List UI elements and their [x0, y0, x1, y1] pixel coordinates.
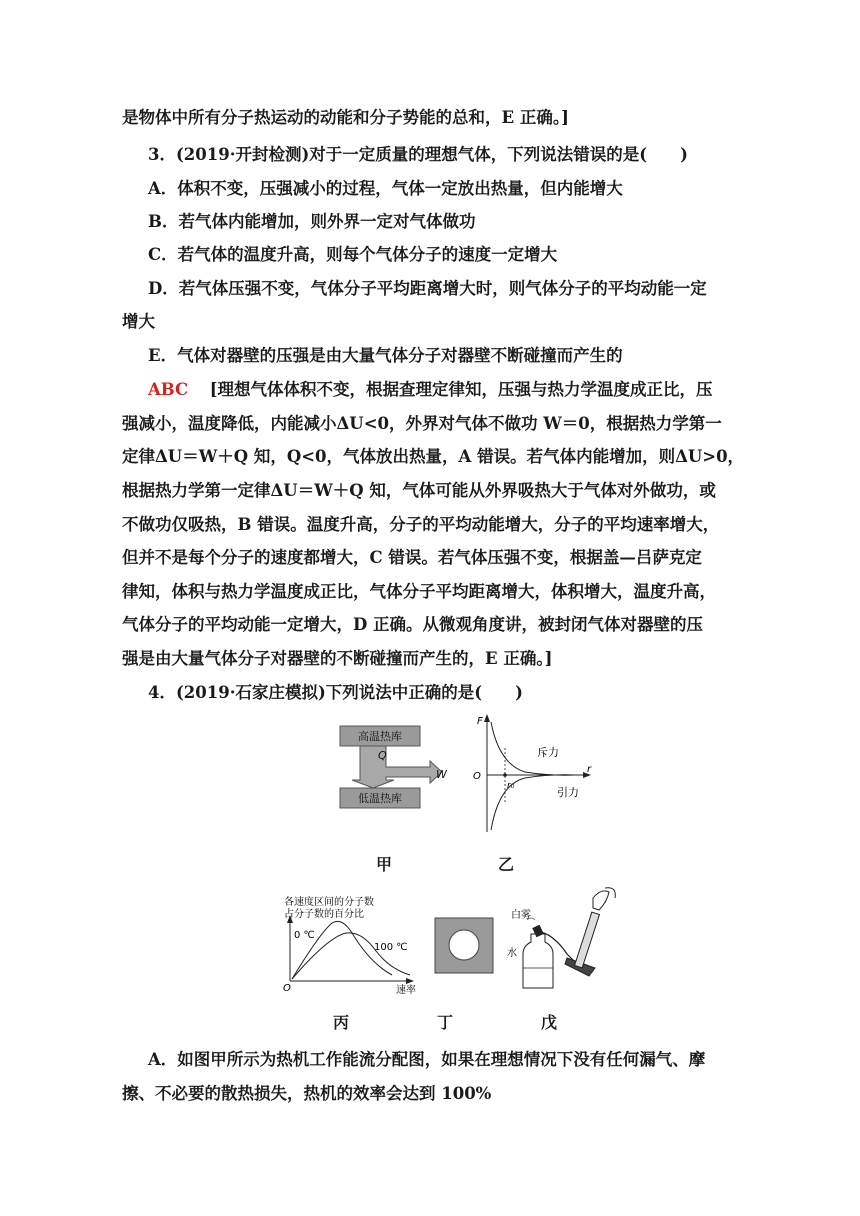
- question-4-option-a: A．如图甲所示为热机工作能流分配图，如果在理想情况下没有任何漏气、摩: [148, 1050, 706, 1069]
- solution-line: 不做功仅吸热，B 错误。温度升高，分子的平均动能增大，分子的平均速率增大，: [122, 515, 720, 534]
- axis-r-label: r: [587, 764, 592, 775]
- solution-line: 强减小，温度降低，内能减小ΔU<0，外界对气体不做功 W＝0，根据热力学第一: [122, 414, 722, 433]
- axis-f-label: F: [477, 716, 483, 727]
- temp-100-label: 100 ℃: [374, 942, 408, 953]
- text-line: 是物体中所有分子热运动的动能和分子势能的总和，E 正确。]: [122, 108, 569, 127]
- solution-line: 气体分子的平均动能一定增大，D 正确。从微观角度讲，被封闭气体对器壁的压: [122, 615, 704, 634]
- r0-label: r₀: [507, 781, 515, 791]
- solution-line: 定律ΔU＝W＋Q 知，Q<0，气体放出热量，A 错误。若气体内能增加，则ΔU>0，: [122, 447, 745, 466]
- x-axis-label: 速率: [396, 985, 416, 996]
- option-a: A．体积不变，压强减小的过程，气体一定放出热量，但内能增大: [148, 179, 623, 198]
- answer-label: ABC: [148, 380, 189, 399]
- solution-line: 强是由大量气体分子对器壁的不断碰撞而产生的，E 正确。]: [122, 649, 553, 668]
- temp-0-label: 0 ℃: [294, 930, 315, 941]
- caption-ding: 丁: [437, 1013, 454, 1032]
- caption-bing: 丙: [333, 1013, 350, 1032]
- caption-wu: 戊: [541, 1013, 558, 1032]
- solution-line: 根据热力学第一定律ΔU＝W＋Q 知，气体可能从外界吸热大于气体对外做功，或: [122, 481, 716, 500]
- attraction-label: 引力: [557, 786, 579, 799]
- question-3-stem: 3．(2019·开封检测)对于一定质量的理想气体，下列说法错误的是( ): [148, 145, 688, 164]
- option-d: D．若气体压强不变，气体分子平均距离增大时，则气体分子的平均动能一定: [148, 279, 707, 298]
- origin-label: O: [283, 983, 291, 994]
- hot-reservoir-label: 高温热库: [358, 730, 402, 743]
- option-c: C．若气体的温度升高，则每个气体分子的速度一定增大: [148, 245, 558, 264]
- solution-line: [理想气体体积不变，根据查理定律知，压强与热力学温度成正比，压: [209, 380, 713, 399]
- water-label: 水: [507, 948, 517, 959]
- fog-label: 白雾: [511, 910, 531, 921]
- y-title-line2: 占分子数的百分比: [284, 909, 364, 920]
- question-4-option-a-cont: 擦、不必要的散热损失，热机的效率会达到 100%: [122, 1084, 492, 1103]
- cold-reservoir-label: 低温热库: [358, 792, 402, 805]
- caption-jia: 甲: [376, 855, 393, 874]
- figure-yi-molecular-force: [465, 712, 595, 837]
- origin-label: O: [473, 771, 481, 782]
- work-w-label: W: [436, 768, 447, 781]
- figure-jia-heat-engine: [330, 722, 460, 812]
- option-b: B．若气体内能增加，则外界一定对气体做功: [148, 212, 476, 231]
- repulsion-label: 斥力: [537, 746, 559, 759]
- figure-ding-film-hole: [433, 916, 497, 976]
- option-d-cont: 增大: [122, 312, 155, 331]
- heat-q-label: Q: [378, 749, 387, 762]
- solution-line: 律知，体积与热力学温度成正比，气体分子平均距离增大，体积增大，温度升高，: [122, 582, 716, 601]
- question-4-stem: 4．(2019·石家庄模拟)下列说法中正确的是( ): [148, 683, 523, 702]
- caption-yi: 乙: [498, 855, 515, 874]
- y-title-line1: 各速度区间的分子数: [284, 897, 374, 908]
- figure-wu-bottle-pump: [505, 884, 625, 994]
- figure-bing-speed-distribution: [280, 893, 420, 998]
- solution-line: 但并不是每个分子的速度都增大，C 错误。若气体压强不变，根据盖—吕萨克定: [122, 548, 702, 567]
- option-e: E．气体对器壁的压强是由大量气体分子对器壁不断碰撞而产生的: [148, 346, 623, 365]
